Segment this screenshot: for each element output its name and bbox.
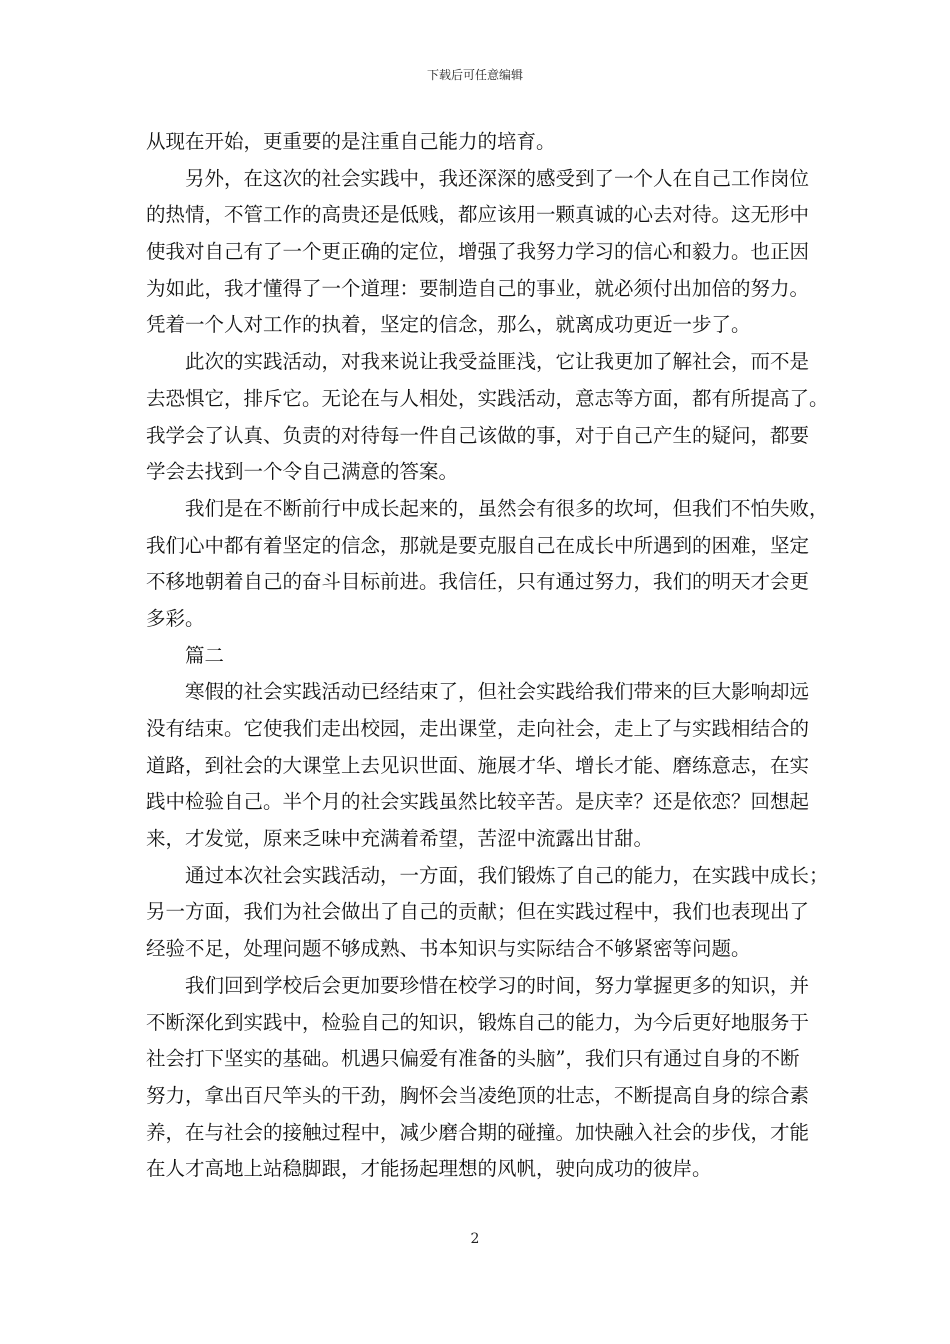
text-line: 另一方面，我们为社会做出了自己的贡献；但在实践过程中，我们也表现出了 [146, 900, 810, 924]
text-line: 我们心中都有着坚定的信念，那就是要克服自己在成长中所遇到的困难，坚定 [146, 533, 810, 557]
paragraph-start-line: 此次的实践活动，对我来说让我受益匪浅，它让我更加了解社会，而不是 [185, 350, 810, 374]
text-line: 多彩。 [146, 606, 205, 630]
paragraph-start-line: 通过本次社会实践活动，一方面，我们锻炼了自己的能力，在实践中成长； [185, 863, 829, 887]
document-body [146, 124, 829, 1188]
text-line: 凭着一个人对工作的执着，坚定的信念，那么，就离成功更近一步了。 [146, 313, 751, 337]
text-line: 的热情，不管工作的高贵还是低贱，都应该用一颗真诚的心去对待。这无形中 [146, 203, 810, 227]
paragraph-start-line: 寒假的社会实践活动已经结束了，但社会实践给我们带来的巨大影响却远 [185, 680, 810, 704]
text-line: 为如此，我才懂得了一个道理：要制造自己的事业，就必须付出加倍的努力。 [146, 276, 810, 300]
text-line: 在人才高地上站稳脚跟，才能扬起理想的风帆，驶向成功的彼岸。 [146, 1157, 712, 1181]
text-line: 学会去找到一个令自己满意的答案。 [146, 460, 459, 484]
text-line: 使我对自己有了一个更正确的定位，增强了我努力学习的信心和毅力。也正因 [146, 240, 810, 264]
page-number: 2 [470, 1231, 480, 1247]
text-line: 去恐惧它，排斥它。无论在与人相处，实践活动，意志等方面，都有所提高了。 [146, 386, 829, 410]
text-line: 从现在开始，更重要的是注重自己能力的培育。 [146, 130, 556, 153]
text-line: 不移地朝着自己的奋斗目标前进。我信任，只有通过努力，我们的明天才会更 [146, 570, 810, 594]
text-line: 养，在与社会的接触过程中，减少磨合期的碰撞。加快融入社会的步伐，才能 [146, 1120, 810, 1144]
text-line: 践中检验自己。半个月的社会实践虽然比较辛苦。是庆幸？还是依恋？回想起 [146, 790, 810, 814]
paragraph-start-line: 另外，在这次的社会实践中，我还深深的感受到了一个人在自己工作岗位 [185, 166, 810, 190]
section-heading: 篇二 [185, 643, 225, 667]
text-line: 道路，到社会的大课堂上去见识世面、施展才华、增长才能、磨练意志，在实 [146, 753, 810, 777]
text-line: 没有结束。它使我们走出校园，走出课堂，走向社会，走上了与实践相结合的 [146, 717, 810, 740]
page-header: 下载后可任意编辑 [426, 68, 523, 82]
text-line: 社会打下坚实的基础。机遇只偏爱有准备的头脑”，我们只有通过自身的不断 [146, 1047, 800, 1071]
text-line: 来，才发觉，原来乏味中充满着希望，苦涩中流露出甘甜。 [146, 827, 654, 851]
paragraph-start-line: 我们回到学校后会更加要珍惜在校学习的时间，努力掌握更多的知识，并 [185, 973, 810, 997]
text-line: 我学会了认真、负责的对待每一件自己该做的事，对于自己产生的疑问，都要 [146, 423, 810, 447]
text-line: 不断深化到实践中，检验自己的知识，锻炼自己的能力，为今后更好地服务于 [146, 1010, 810, 1034]
paragraph-start-line: 我们是在不断前行中成长起来的，虽然会有很多的坎坷，但我们不怕失败， [185, 496, 829, 520]
text-line: 经验不足，处理问题不够成熟、书本知识与实际结合不够紧密等问题。 [146, 937, 751, 961]
text-line: 努力，拿出百尺竿头的干劲，胸怀会当凌绝顶的壮志，不断提高自身的综合素 [146, 1083, 810, 1107]
